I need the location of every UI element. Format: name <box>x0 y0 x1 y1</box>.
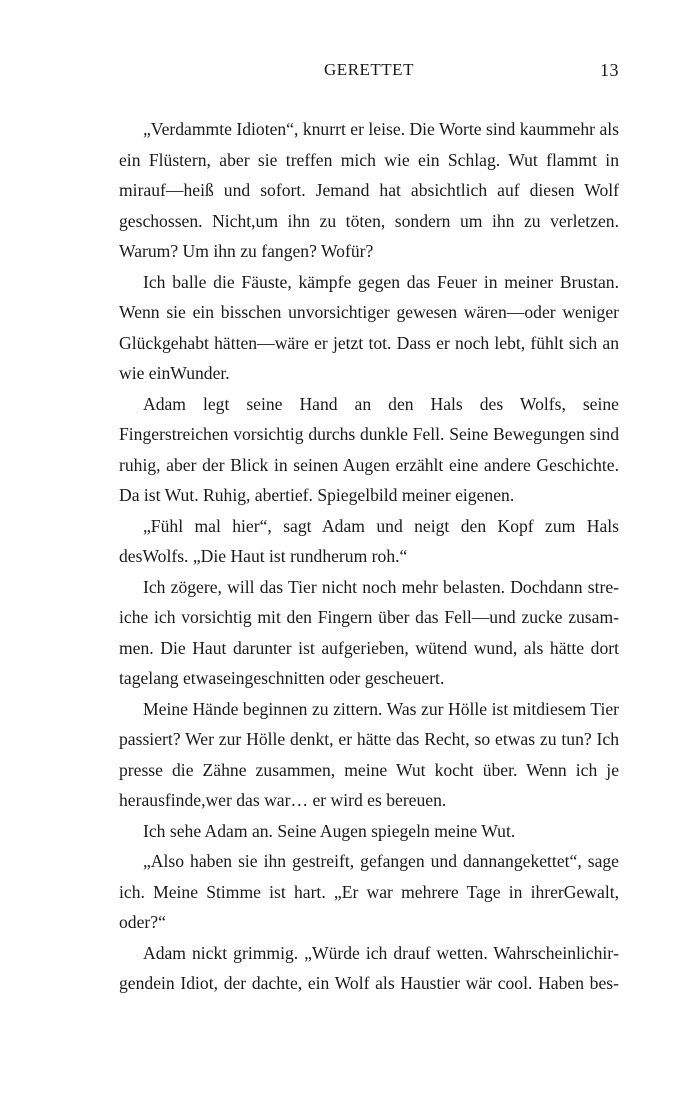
paragraph-6: Meine Hände beginnen zu zittern. Was zur Hölle ist mitdiesem Tier passiert? Wer zur Hölle denkt, er hätte das Recht, so etwas zu tun? Ich presse die Zähne zusammen, meine Wut kocht über. Wenn ich je herausfinde,wer das war… er wird es bereuen. <box>119 698 619 810</box>
running-head <box>119 60 619 86</box>
paragraph-5: Ich zögere, will das Tier nicht noch mehr belasten. Dochdann streiche ich vorsichtig mit den Fingern über das Fell—und zucke zusammen. Die Haut darunter ist aufgerieben, wütend wund, als hätte dort tagelang etwaseingeschnitten oder gescheuert. <box>119 576 619 688</box>
chapter-title: GERETTET <box>324 60 414 79</box>
page-number: 13 <box>600 60 619 80</box>
paragraph-9: Adam nickt grimmig. „Würde ich drauf wetten. Wahrscheinlichirgendein Idiot, der dachte, ein Wolf als Haustier wär cool. Haben bes- <box>119 942 619 993</box>
paragraph-7: Ich sehe Adam an. Seine Augen spiegeln meine Wut. <box>143 820 516 841</box>
body-text <box>119 114 619 999</box>
paragraph-8: „Also haben sie ihn gestreift, gefangen und dannangekettet“, sage ich. Meine Stimme ist hart. „Er war mehrere Tage in ihrerGewalt, oder?“ <box>119 851 619 932</box>
paragraph-4: „Fühl mal hier“, sagt Adam und neigt den Kopf zum Hals desWolfs. „Die Haut ist rundherum roh.“ <box>119 515 619 566</box>
paragraph-1: „Verdammte Idioten“, knurrt er leise. Die Worte sind kaummehr als ein Flüstern, aber sie treffen mich wie ein Schlag. Wut flammt in mirauf—heiß und sofort. Jemand hat absichtlich auf diesen Wolf geschossen. Nicht,um ihn zu töten, sondern um ihn zu verletzen. Warum? Um ihn zu fangen? Wofür? <box>119 119 619 261</box>
paragraph-3: Adam legt seine Hand an den Hals des Wolfs, seine Fingerstreichen vorsichtig durchs dunkle Fell. Seine Bewegungen sind ruhig, aber der Blick in seinen Augen erzählt eine andere Geschichte. Da ist Wut. Ruhig, abertief. Spiegelbild meiner eigenen. <box>119 393 619 505</box>
paragraph-2: Ich balle die Fäuste, kämpfe gegen das Feuer in meiner Brustan. Wenn sie ein bisschen unvorsichtiger gewesen wären—oder weniger Glückgehabt hätten—wäre er jetzt tot. Dass er noch lebt, fühlt sich an wie einWunder. <box>119 271 619 383</box>
